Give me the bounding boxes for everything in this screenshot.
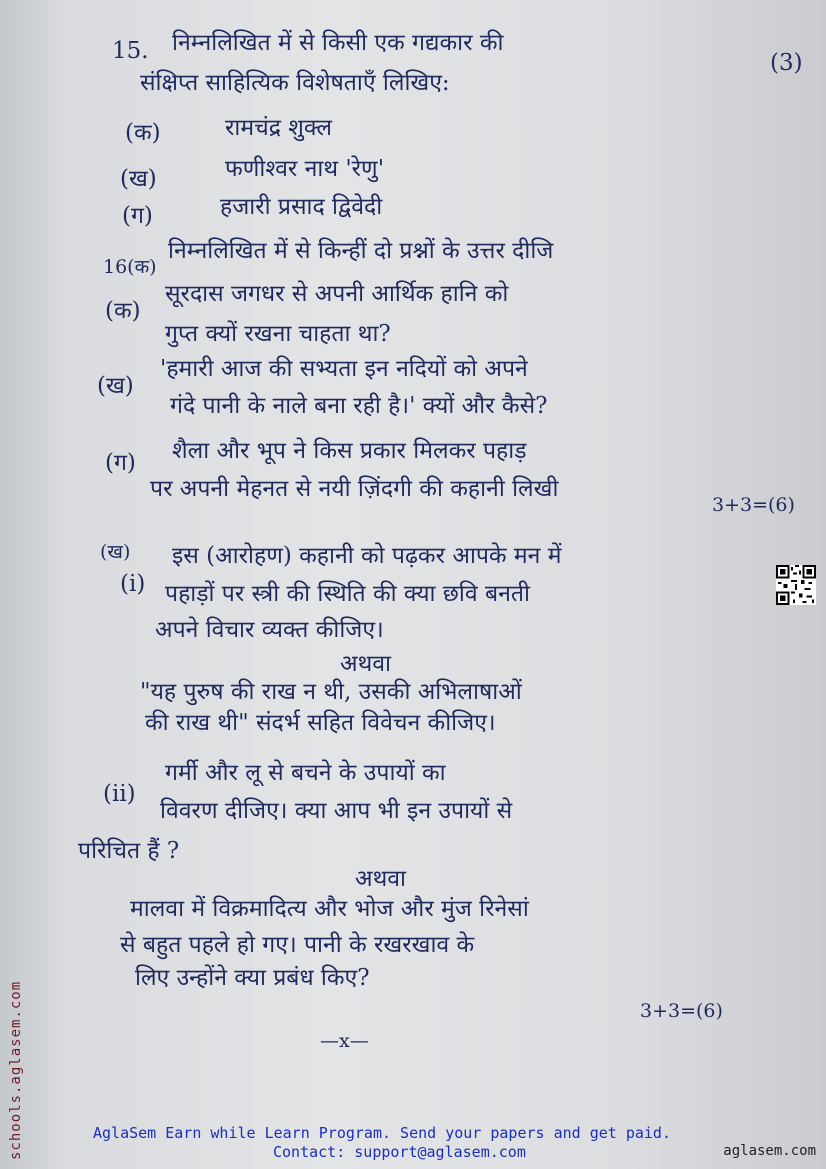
q16-part-label: (क) xyxy=(105,298,141,324)
q16-ii-line1: गर्मी और लू से बचने के उपायों का xyxy=(165,760,446,786)
q16-marks-b: 3+3=(6) xyxy=(640,1000,723,1022)
q15-marks: (3) xyxy=(770,50,803,76)
footer-program-text: AglaSem Earn while Learn Program. Send your papers and get paid. xyxy=(93,1124,671,1142)
qr-code-icon xyxy=(776,565,816,605)
q16-part-line: सूरदास जगधर से अपनी आर्थिक हानि को xyxy=(165,281,509,307)
q16-ii-line2: विवरण दीजिए। क्या आप भी इन उपायों से xyxy=(160,798,513,824)
q16-ii-alt-line1: मालवा में विक्रमादित्य और भोज और मुंज रिनेसां xyxy=(130,896,529,922)
footer-brand: aglasem.com xyxy=(723,1143,816,1159)
q15-option-label: (ग) xyxy=(122,203,153,229)
footer-contact-text: Contact: support@aglasem.com xyxy=(273,1143,526,1161)
q15-number: 15. xyxy=(112,38,149,64)
q15-option-text: रामचंद्र शुक्ल xyxy=(225,115,333,141)
q16-i-alt-line2: की राख थी" संदर्भ सहित विवेचन कीजिए। xyxy=(145,710,496,736)
q16-ii-line3: परिचित हैं ? xyxy=(78,838,180,864)
q16-section-b-label: (ख) xyxy=(100,541,131,563)
q16-i-line3: अपने विचार व्यक्त कीजिए। xyxy=(155,617,384,643)
q16-number: 16(क) xyxy=(103,256,157,278)
q16-marks-a: 3+3=(6) xyxy=(712,494,795,516)
q16-part-line: शैला और भूप ने किस प्रकार मिलकर पहाड़ xyxy=(172,438,527,464)
q16-or-1: अथवा xyxy=(340,651,392,677)
q15-option-label: (ख) xyxy=(120,166,157,192)
q15-line1: निम्नलिखित में से किसी एक गद्यकार की xyxy=(172,30,504,56)
q15-line2: संक्षिप्त साहित्यिक विशेषताएँ लिखिए: xyxy=(140,70,450,96)
side-watermark: schools.aglasem.com xyxy=(8,980,24,1160)
q16-instruction: निम्नलिखित में से किन्हीं दो प्रश्नों के उत्तर दीजि xyxy=(168,238,554,264)
q16-part-line: पर अपनी मेहनत से नयी ज़िंदगी की कहानी लिखी xyxy=(150,476,559,502)
q16-part-line: 'हमारी आज की सभ्यता इन नदियों को अपने xyxy=(160,356,528,382)
q16-i-line1: इस (आरोहण) कहानी को पढ़कर आपके मन में xyxy=(172,543,562,569)
q16-i-line2: पहाड़ों पर स्त्री की स्थिति की क्या छवि बनती xyxy=(165,581,530,607)
q16-part-label: (ग) xyxy=(105,450,136,476)
q16-or-2: अथवा xyxy=(355,866,407,892)
end-mark: —x— xyxy=(320,1030,369,1052)
q16-i-alt-line1: "यह पुरुष की राख न थी, उसकी अभिलाषाओं xyxy=(140,679,522,705)
q16-part-line: गंदे पानी के नाले बना रही है।' क्यों और कैसे? xyxy=(170,393,548,419)
q16-part-label: (ख) xyxy=(97,373,134,399)
q15-option-label: (क) xyxy=(125,120,161,146)
q16-ii-label: (ii) xyxy=(103,781,136,807)
q16-ii-alt-line3: लिए उन्होंने क्या प्रबंध किए? xyxy=(135,965,370,991)
q16-part-line: गुप्त क्यों रखना चाहता था? xyxy=(165,321,391,347)
q16-i-label: (i) xyxy=(120,571,146,597)
q16-ii-alt-line2: से बहुत पहले हो गए। पानी के रखरखाव के xyxy=(120,932,475,958)
q15-option-text: फणीश्वर नाथ 'रेणु' xyxy=(225,156,385,182)
q15-option-text: हजारी प्रसाद द्विवेदी xyxy=(220,194,383,220)
